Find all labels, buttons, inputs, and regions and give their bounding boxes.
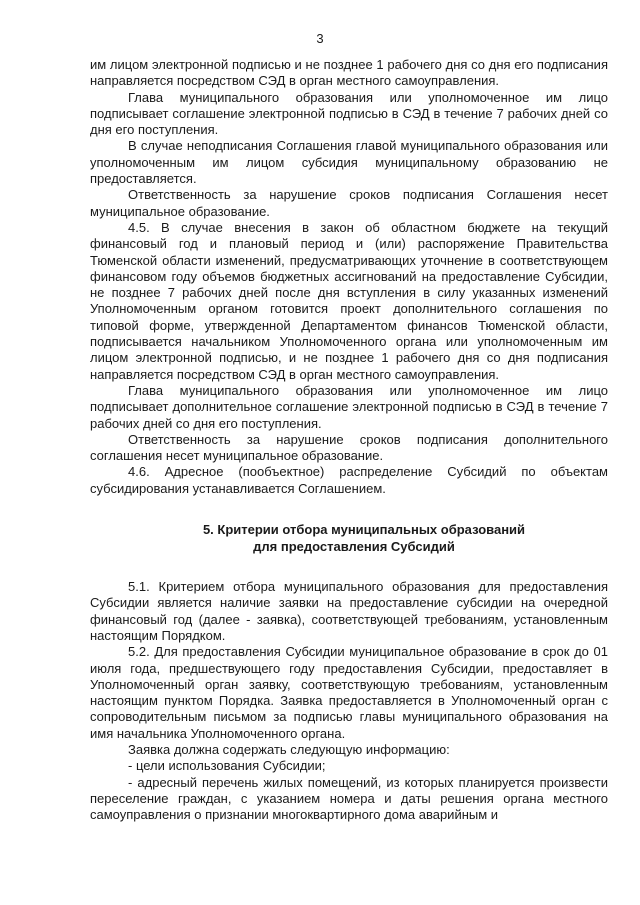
paragraph: 5.2. Для предоставления Субсидии муниципальное образование в срок до 01 июля года, предшествующего году предоставления Субсидии, предоставляет в Уполномоченный орган заявку, соответствующую требованиям, установленным настоящим пунктом Порядка. Заявка предоставляется в Уполномоченный орган с сопроводительным письмом за подписью главы муниципального образования на имя начальника Уполномоченного органа. [90,644,608,741]
paragraph: Ответственность за нарушение сроков подписания дополнительного соглашения несет муниципальное образование. [90,431,608,464]
paragraph: Заявка должна содержать следующую информацию: [128,741,450,757]
paragraph: Глава муниципального образования или уполномоченное им лицо подписывает дополнительное соглашение электронной подписью в СЭД в течение 7 рабочих дней со дня его поступления. [90,382,608,431]
section-heading [90,521,608,555]
document-body [90,57,608,823]
paragraph: В случае неподписания Соглашения главой муниципального образования или уполномоченным им лицом субсидия муниципальному образованию не предоставляется. [90,138,608,187]
paragraph: 4.6. Адресное (пообъектное) распределение Субсидий по объектам субсидирования устанавливается Соглашением. [90,464,608,496]
list-item: - адресный перечень жилых помещений, из которых планируется произвести переселение граждан, с указанием номера и даты решения органа местного самоуправления о признании многоквартирного дома аварийным и [90,774,608,823]
paragraph: Глава муниципального образования или уполномоченное им лицо подписывает соглашение электронной подписью в СЭД в течение 7 рабочих дней со дня его поступления. [90,89,608,138]
page-number: 3 [316,31,324,46]
section-heading-line: 5. Критерии отбора муниципальных образований [202,522,526,538]
paragraph: 5.1. Критерием отбора муниципального образования для предоставления Субсидии является наличие заявки на предоставление субсидии на очередной финансовый год (далее - заявка), соответствующей требованиям, установленным настоящим Порядком. [90,579,608,643]
list-item: - цели использования Субсидии; [128,758,326,774]
paragraph: Ответственность за нарушение сроков подписания Соглашения несет муниципальное образование. [90,187,608,219]
paragraphs-bottom [90,579,608,823]
paragraph: им лицом электронной подписью и не позднее 1 рабочего дня со дня его подписания направляется посредством СЭД в орган местного самоуправления. [90,57,608,89]
section-heading-line: для предоставления Субсидий [253,539,455,555]
paragraph: 4.5. В случае внесения в закон об областном бюджете на текущий финансовый год и плановый период и (или) распоряжение Правительства Тюменской области изменений, предусматривающих уточнение в соответствующем финансовом году объемов бюджетных ассигнований на предоставление Субсидии, не позднее 7 рабочих дней после дня вступления в силу указанных изменений Уполномоченным органом готовится проект дополнительного соглашения по типовой форме, утвержденной Департаментом финансов Тюменской области, подписывается начальником Уполномоченного органа или уполномоченным им лицом электронной подписью, и не позднее 1 рабочего дня со дня подписания направляется посредством СЭД в орган местного самоуправления. [90,219,608,382]
paragraphs-top [90,57,608,497]
